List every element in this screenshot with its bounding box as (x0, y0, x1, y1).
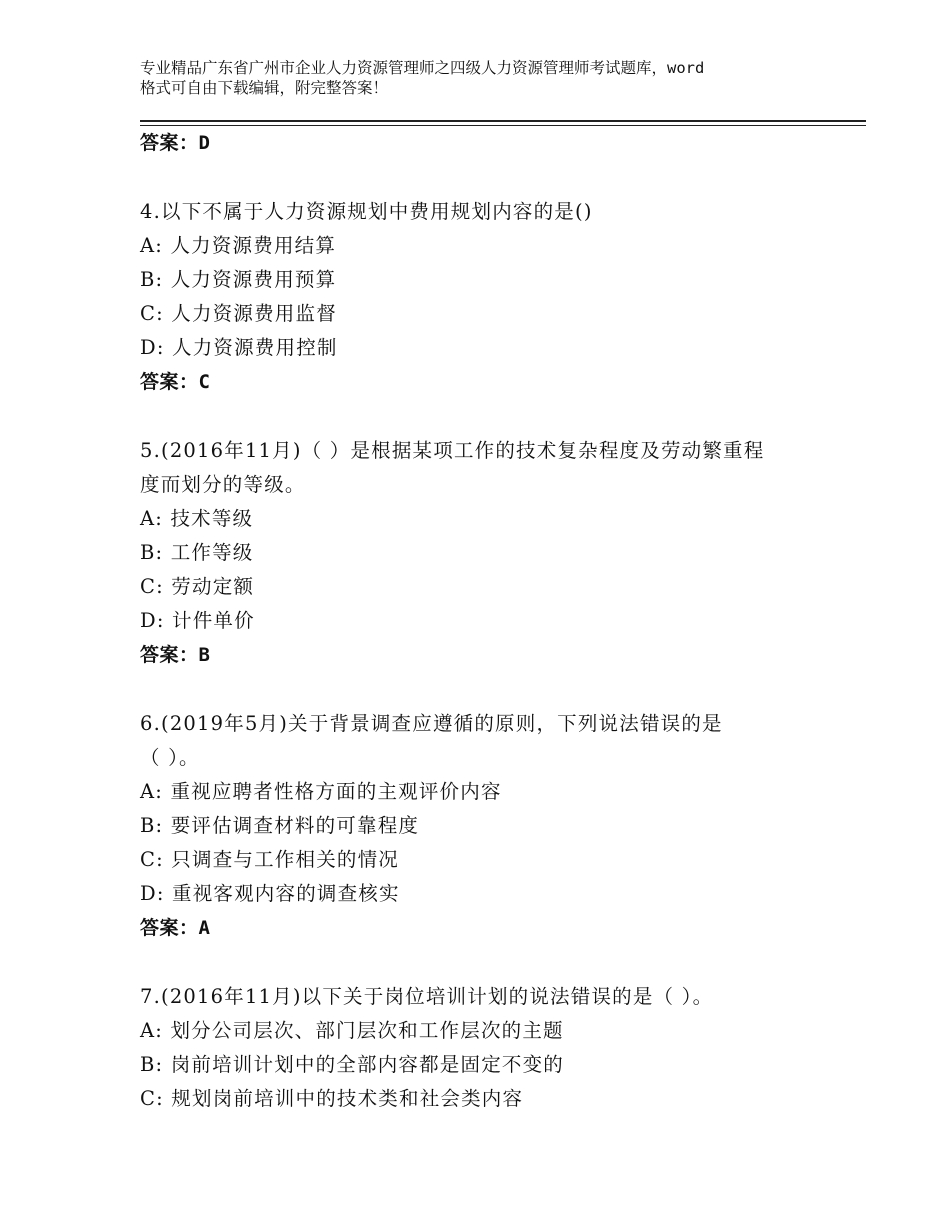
question-4-option-b: B: 人力资源费用预算 (140, 268, 337, 291)
question-7-option-c: C: 规划岗前培训中的技术类和社会类内容 (140, 1087, 524, 1110)
question-4-option-a: A: 人力资源费用结算 (140, 234, 337, 257)
question-4-stem: 4.以下不属于人力资源规划中费用规划内容的是() (140, 200, 593, 223)
question-5-answer (140, 641, 210, 669)
question-6-stem-line-1: 6.(2019年5月)关于背景调查应遵循的原则，下列说法错误的是 (140, 712, 723, 735)
question-5-option-b: B: 工作等级 (140, 541, 254, 564)
question-6-option-b: B: 要评估调查材料的可靠程度 (140, 814, 420, 837)
header-divider-thick (140, 120, 866, 122)
document-header (140, 58, 840, 98)
question-5-option-d: D: 计件单价 (140, 609, 255, 632)
question-6-option-c: C: 只调查与工作相关的情况 (140, 848, 399, 871)
question-6-stem-line-2: （ ）。 (140, 746, 200, 769)
question-7-stem: 7.(2016年11月)以下关于岗位培训计划的说法错误的是（ ）。 (140, 985, 714, 1008)
answer-label: 答案： (140, 132, 199, 154)
header-line-1: 专业精品广东省广州市企业人力资源管理师之四级人力资源管理师考试题库，word (140, 59, 705, 77)
answer-label: 答案： (140, 371, 199, 393)
answer-label: 答案： (140, 644, 199, 666)
answer-prev (140, 129, 210, 157)
question-4-answer (140, 368, 210, 396)
question-5-option-c: C: 劳动定额 (140, 575, 255, 598)
question-7-option-a: A: 划分公司层次、部门层次和工作层次的主题 (140, 1019, 564, 1042)
answer-value: D (198, 132, 211, 154)
header-line-2: 格式可自由下载编辑，附完整答案！ (140, 79, 389, 97)
question-5-option-a: A: 技术等级 (140, 507, 254, 530)
question-5-stem-line-1: 5.(2016年11月)（ ）是根据某项工作的技术复杂程度及劳动繁重程 (140, 439, 765, 462)
answer-label: 答案： (140, 917, 199, 939)
question-4-option-d: D: 人力资源费用控制 (140, 336, 338, 359)
question-4-option-c: C: 人力资源费用监督 (140, 302, 337, 325)
answer-value: B (198, 644, 211, 666)
question-6-answer (140, 914, 210, 942)
answer-value: C (198, 371, 211, 393)
question-5-stem-line-2: 度而划分的等级。 (140, 473, 306, 496)
header-divider-thin (140, 125, 866, 126)
question-6-option-d: D: 重视客观内容的调查核实 (140, 882, 400, 905)
question-7-option-b: B: 岗前培训计划中的全部内容都是固定不变的 (140, 1053, 564, 1076)
question-6-option-a: A: 重视应聘者性格方面的主观评价内容 (140, 780, 502, 803)
answer-value: A (198, 917, 211, 939)
